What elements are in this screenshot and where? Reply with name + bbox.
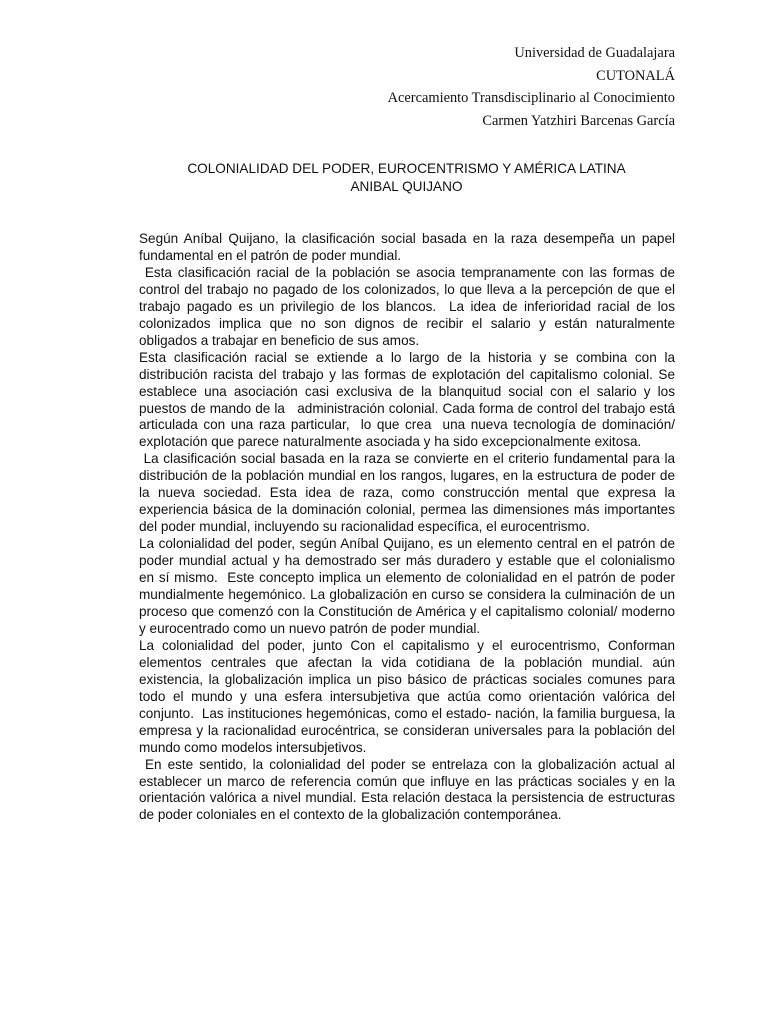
paragraph: Esta clasificación racial de la población se asocia tempranamente con las formas de control del trabajo no pagado de los colonizados, lo que lleva a la percepción de que el trabajo pagado es un privilegio de los blancos. La idea de inferioridad racial de los colonizados implica que no son dignos de recibir el salario y están naturalmente obligados a trabajar en beneficio de sus amos.	[139, 264, 679, 348]
header-university: Universidad de Guadalajara	[514, 45, 675, 61]
paragraph: La colonialidad del poder, según Aníbal Quijano, es un elemento central en el patrón de poder mundial actual y ha demostrado ser más duradero y estable que el colonialismo en sí mismo. Este concepto implica un elemento de colonialidad en el patrón de poder mundialmente hegemónico. La globalización en curso se considera la culminación de un proceso que comenzó con la Constitución de América y el capitalismo colonial/ moderno y eurocentrado como un nuevo patrón de poder mundial.	[139, 536, 679, 636]
paragraph: En este sentido, la colonialidad del poder se entrelaza con la globalización actual al establecer un marco de referencia común que influye en las prácticas sociales y en la orientación valórica a nivel mundial. Esta relación destaca la persistencia de estructuras de poder coloniales en el contexto de la globalización contemporánea.	[139, 756, 679, 823]
header-block	[275, 42, 675, 132]
paragraph: Esta clasificación racial se extiende a lo largo de la historia y se combina con la distribución racista del trabajo y las formas de explotación del capitalismo colonial. Se establece una asociación casi exclusiva de la blanquitud social con el salario y los puestos de mando de la administración colonial. Cada forma de control del trabajo está articulada con una raza particular, lo que crea una nueva tecnología de dominación/ explotación que parece naturalmente asociada y ha sido excepcionalmente exitosa.	[139, 349, 679, 450]
paragraph: Según Aníbal Quijano, la clasificación social basada en la raza desempeña un papel fundamental en el patrón de poder mundial.	[139, 231, 679, 263]
title-block	[140, 160, 673, 196]
document-subject-author: ANIBAL QUIJANO	[350, 179, 463, 194]
paragraph: La colonialidad del poder, junto Con el capitalismo y el eurocentrismo, Conforman elementos centrales que afectan la vida cotidiana de la población mundial. aún existencia, la globalización implica un piso básico de prácticas sociales comunes para todo el mundo y una esfera intersubjetiva que actúa como orientación valórica del conjunto. Las instituciones hegemónicas, como el estado- nación, la familia burguesa, la empresa y la racionalidad eurocéntrica, se consideran universales para la población del mundo como modelos intersubjetivos.	[139, 637, 679, 755]
header-campus: CUTONALÁ	[596, 67, 675, 84]
document-title: COLONIALIDAD DEL PODER, EUROCENTRISMO Y AMÉRICA LATINA	[187, 161, 626, 176]
header-author: Carmen Yatzhiri Barcenas García	[482, 112, 675, 129]
body-text	[139, 231, 679, 824]
paragraph: La clasificación social basada en la raza se convierte en el criterio fundamental para la distribución de la población mundial en los rangos, lugares, en la estructura de poder de la nueva sociedad. Esta idea de raza, como construcción mental que expresa la experiencia básica de la dominación colonial, permea las dimensiones más importantes del poder mundial, incluyendo su racionalidad específica, el eurocentrismo.	[139, 451, 679, 535]
header-course: Acercamiento Transdisciplinario al Conocimiento	[387, 90, 675, 106]
